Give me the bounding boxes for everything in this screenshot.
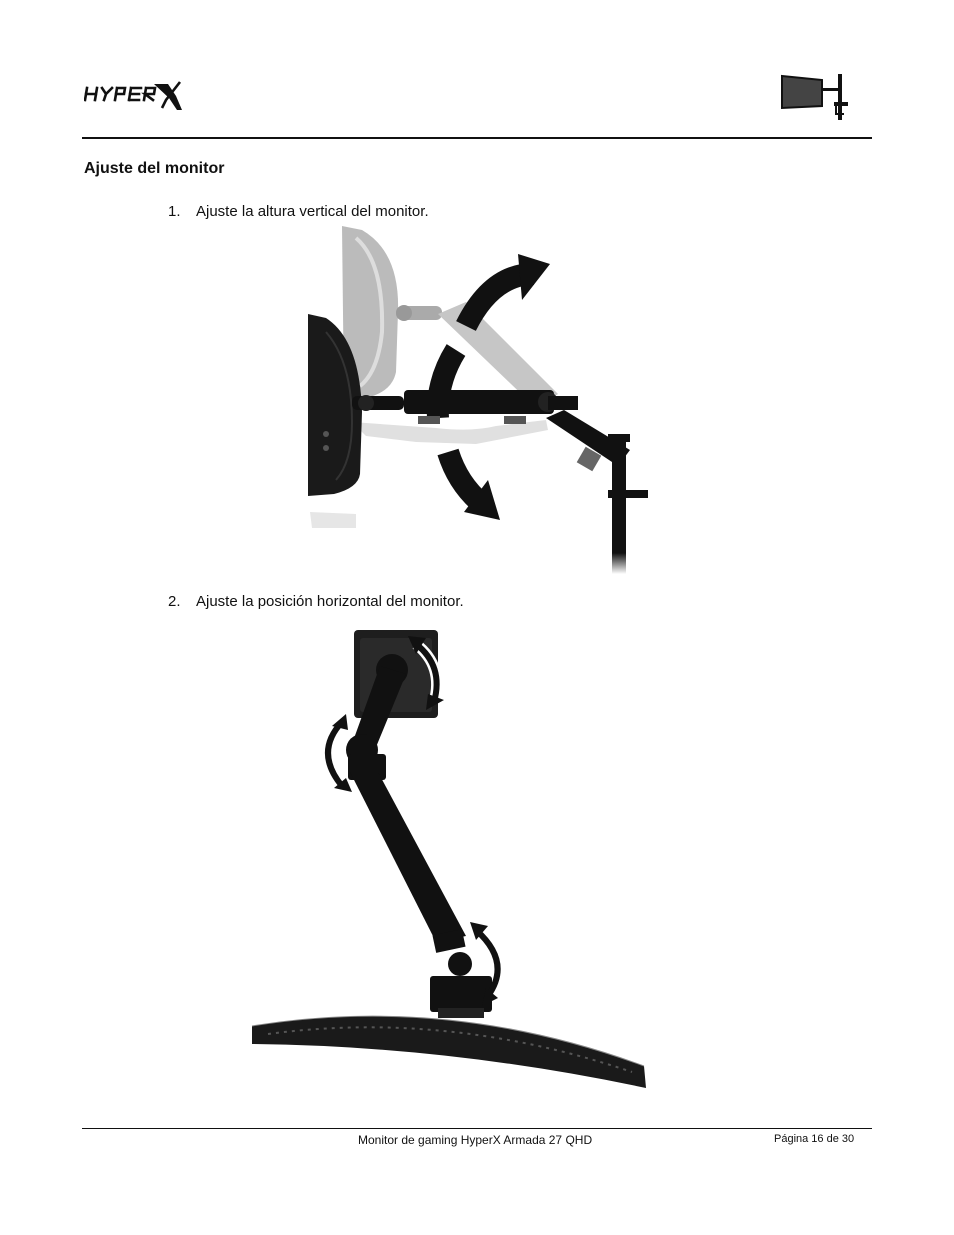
step-number: 1. [168, 203, 181, 220]
footer-rule [82, 1128, 872, 1129]
step-text: Ajuste la posición horizontal del monitor. [196, 593, 464, 610]
footer-page-number: Página 16 de 30 [774, 1133, 855, 1145]
step-1 [168, 203, 429, 220]
step-text: Ajuste la altura vertical del monitor. [196, 203, 429, 220]
horizontal-adjust-illustration [248, 626, 652, 1094]
step-2 [168, 593, 464, 610]
header-rule [82, 137, 872, 139]
hyperx-logo [84, 78, 184, 112]
vertical-adjust-illustration [296, 222, 666, 578]
monitor-arm-icon [778, 70, 858, 126]
step-number: 2. [168, 593, 181, 610]
footer-document-title: Monitor de gaming HyperX Armada 27 QHD [358, 1133, 593, 1147]
section-title: Ajuste del monitor [84, 160, 225, 177]
